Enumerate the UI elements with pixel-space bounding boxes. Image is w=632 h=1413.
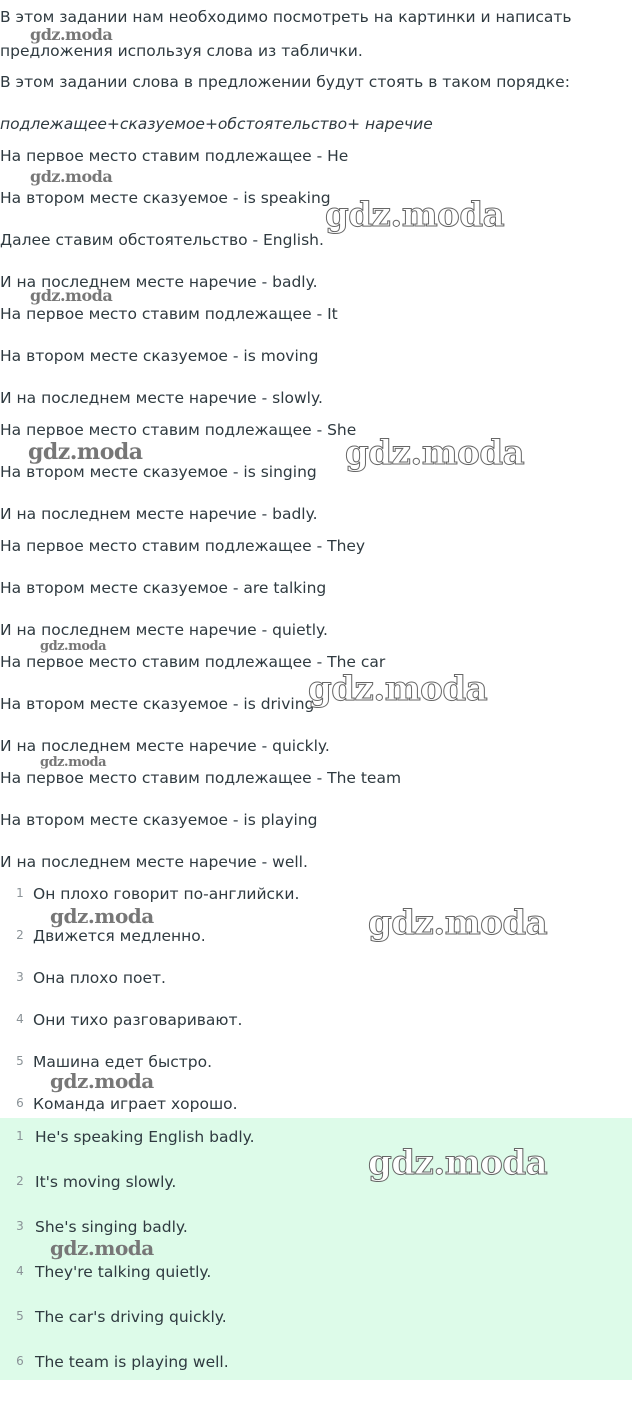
translation-item: Команда играет хорошо. — [33, 1095, 238, 1113]
list-number: 5 — [16, 1309, 24, 1323]
list-number: 3 — [16, 1219, 24, 1233]
explanation-line: На первое место ставим подлежащее - It — [0, 305, 338, 323]
watermark-logo: gdz.moda — [50, 904, 154, 928]
translation-item: Они тихо разговаривают. — [33, 1011, 243, 1029]
list-number: 6 — [16, 1354, 24, 1368]
explanation-line: И на последнем месте наречие - badly. — [0, 505, 318, 523]
explanation-line: На первое место ставим подлежащее - The car — [0, 653, 386, 671]
explanation-line: На первое место ставим подлежащее - He — [0, 147, 349, 165]
list-number: 1 — [16, 886, 24, 900]
watermark-logo: gdz.moda — [28, 439, 143, 465]
watermark-logo: gdz.moda — [50, 1236, 154, 1260]
watermark-logo: gdz.moda — [30, 167, 113, 186]
list-number: 4 — [16, 1264, 24, 1278]
list-number: 3 — [16, 970, 24, 984]
explanation-line: И на последнем месте наречие - quietly. — [0, 621, 328, 639]
translation-item: Он плохо говорит по-английски. — [33, 885, 300, 903]
explanation-line: И на последнем месте наречие - quickly. — [0, 737, 330, 755]
explanation-line: На первое место ставим подлежащее - They — [0, 537, 366, 555]
answer-item: It's moving slowly. — [35, 1173, 177, 1191]
answer-item: The car's driving quickly. — [35, 1308, 227, 1326]
answer-item: They're talking quietly. — [35, 1263, 212, 1281]
explanation-line: На втором месте сказуемое - is driving — [0, 695, 315, 713]
translation-item: Машина едет быстро. — [33, 1053, 213, 1071]
explanation-line: И на последнем месте наречие - well. — [0, 853, 308, 871]
intro-line-2: предложения используя слова из таблички. — [0, 42, 363, 60]
list-number: 2 — [16, 1174, 24, 1188]
explanation-line: На втором месте сказуемое - is moving — [0, 347, 319, 365]
explanation-line: На первое место ставим подлежащее - She — [0, 421, 357, 439]
translation-item: Движется медленно. — [33, 927, 206, 945]
answer-item: He's speaking English badly. — [35, 1128, 255, 1146]
watermark-logo: gdz.moda — [40, 755, 107, 770]
watermark-logo: gdz.moda — [30, 286, 113, 305]
explanation-line: На первое место ставим подлежащее - The team — [0, 769, 402, 787]
answer-item: The team is playing well. — [35, 1353, 229, 1371]
explanation-line: На втором месте сказуемое - is speaking — [0, 189, 331, 207]
explanation-line: На втором месте сказуемое - is playing — [0, 811, 318, 829]
watermark-logo: gdz.moda — [30, 25, 113, 44]
list-number: 1 — [16, 1129, 24, 1143]
list-number: 6 — [16, 1096, 24, 1110]
answer-item: She's singing badly. — [35, 1218, 188, 1236]
explanation-line: На втором месте сказуемое - is singing — [0, 463, 317, 481]
watermark-logo: gdz.moda — [368, 903, 548, 943]
intro-line-1: В этом задании нам необходимо посмотреть на картинки и написать — [0, 8, 572, 26]
watermark-logo: gdz.moda — [368, 1143, 548, 1183]
translation-item: Она плохо поет. — [33, 969, 166, 987]
explanation-line: И на последнем месте наречие - slowly. — [0, 389, 323, 407]
explanation-line: На втором месте сказуемое - are talking — [0, 579, 327, 597]
explanation-line: И на последнем месте наречие - badly. — [0, 273, 318, 291]
list-number: 4 — [16, 1012, 24, 1026]
order-text: В этом задании слова в предложении будут стоять в таком порядке: — [0, 73, 570, 91]
watermark-logo: gdz.moda — [50, 1069, 154, 1093]
watermark-logo: gdz.moda — [325, 195, 505, 235]
list-number: 5 — [16, 1054, 24, 1068]
watermark-logo: gdz.moda — [345, 433, 525, 473]
watermark-logo: gdz.moda — [308, 669, 488, 709]
watermark-logo: gdz.moda — [40, 639, 107, 654]
explanation-line: Далее ставим обстоятельство - English. — [0, 231, 324, 249]
list-number: 2 — [16, 928, 24, 942]
formula-text: подлежащее+сказуемое+обстоятельство+ наречие — [0, 115, 433, 133]
